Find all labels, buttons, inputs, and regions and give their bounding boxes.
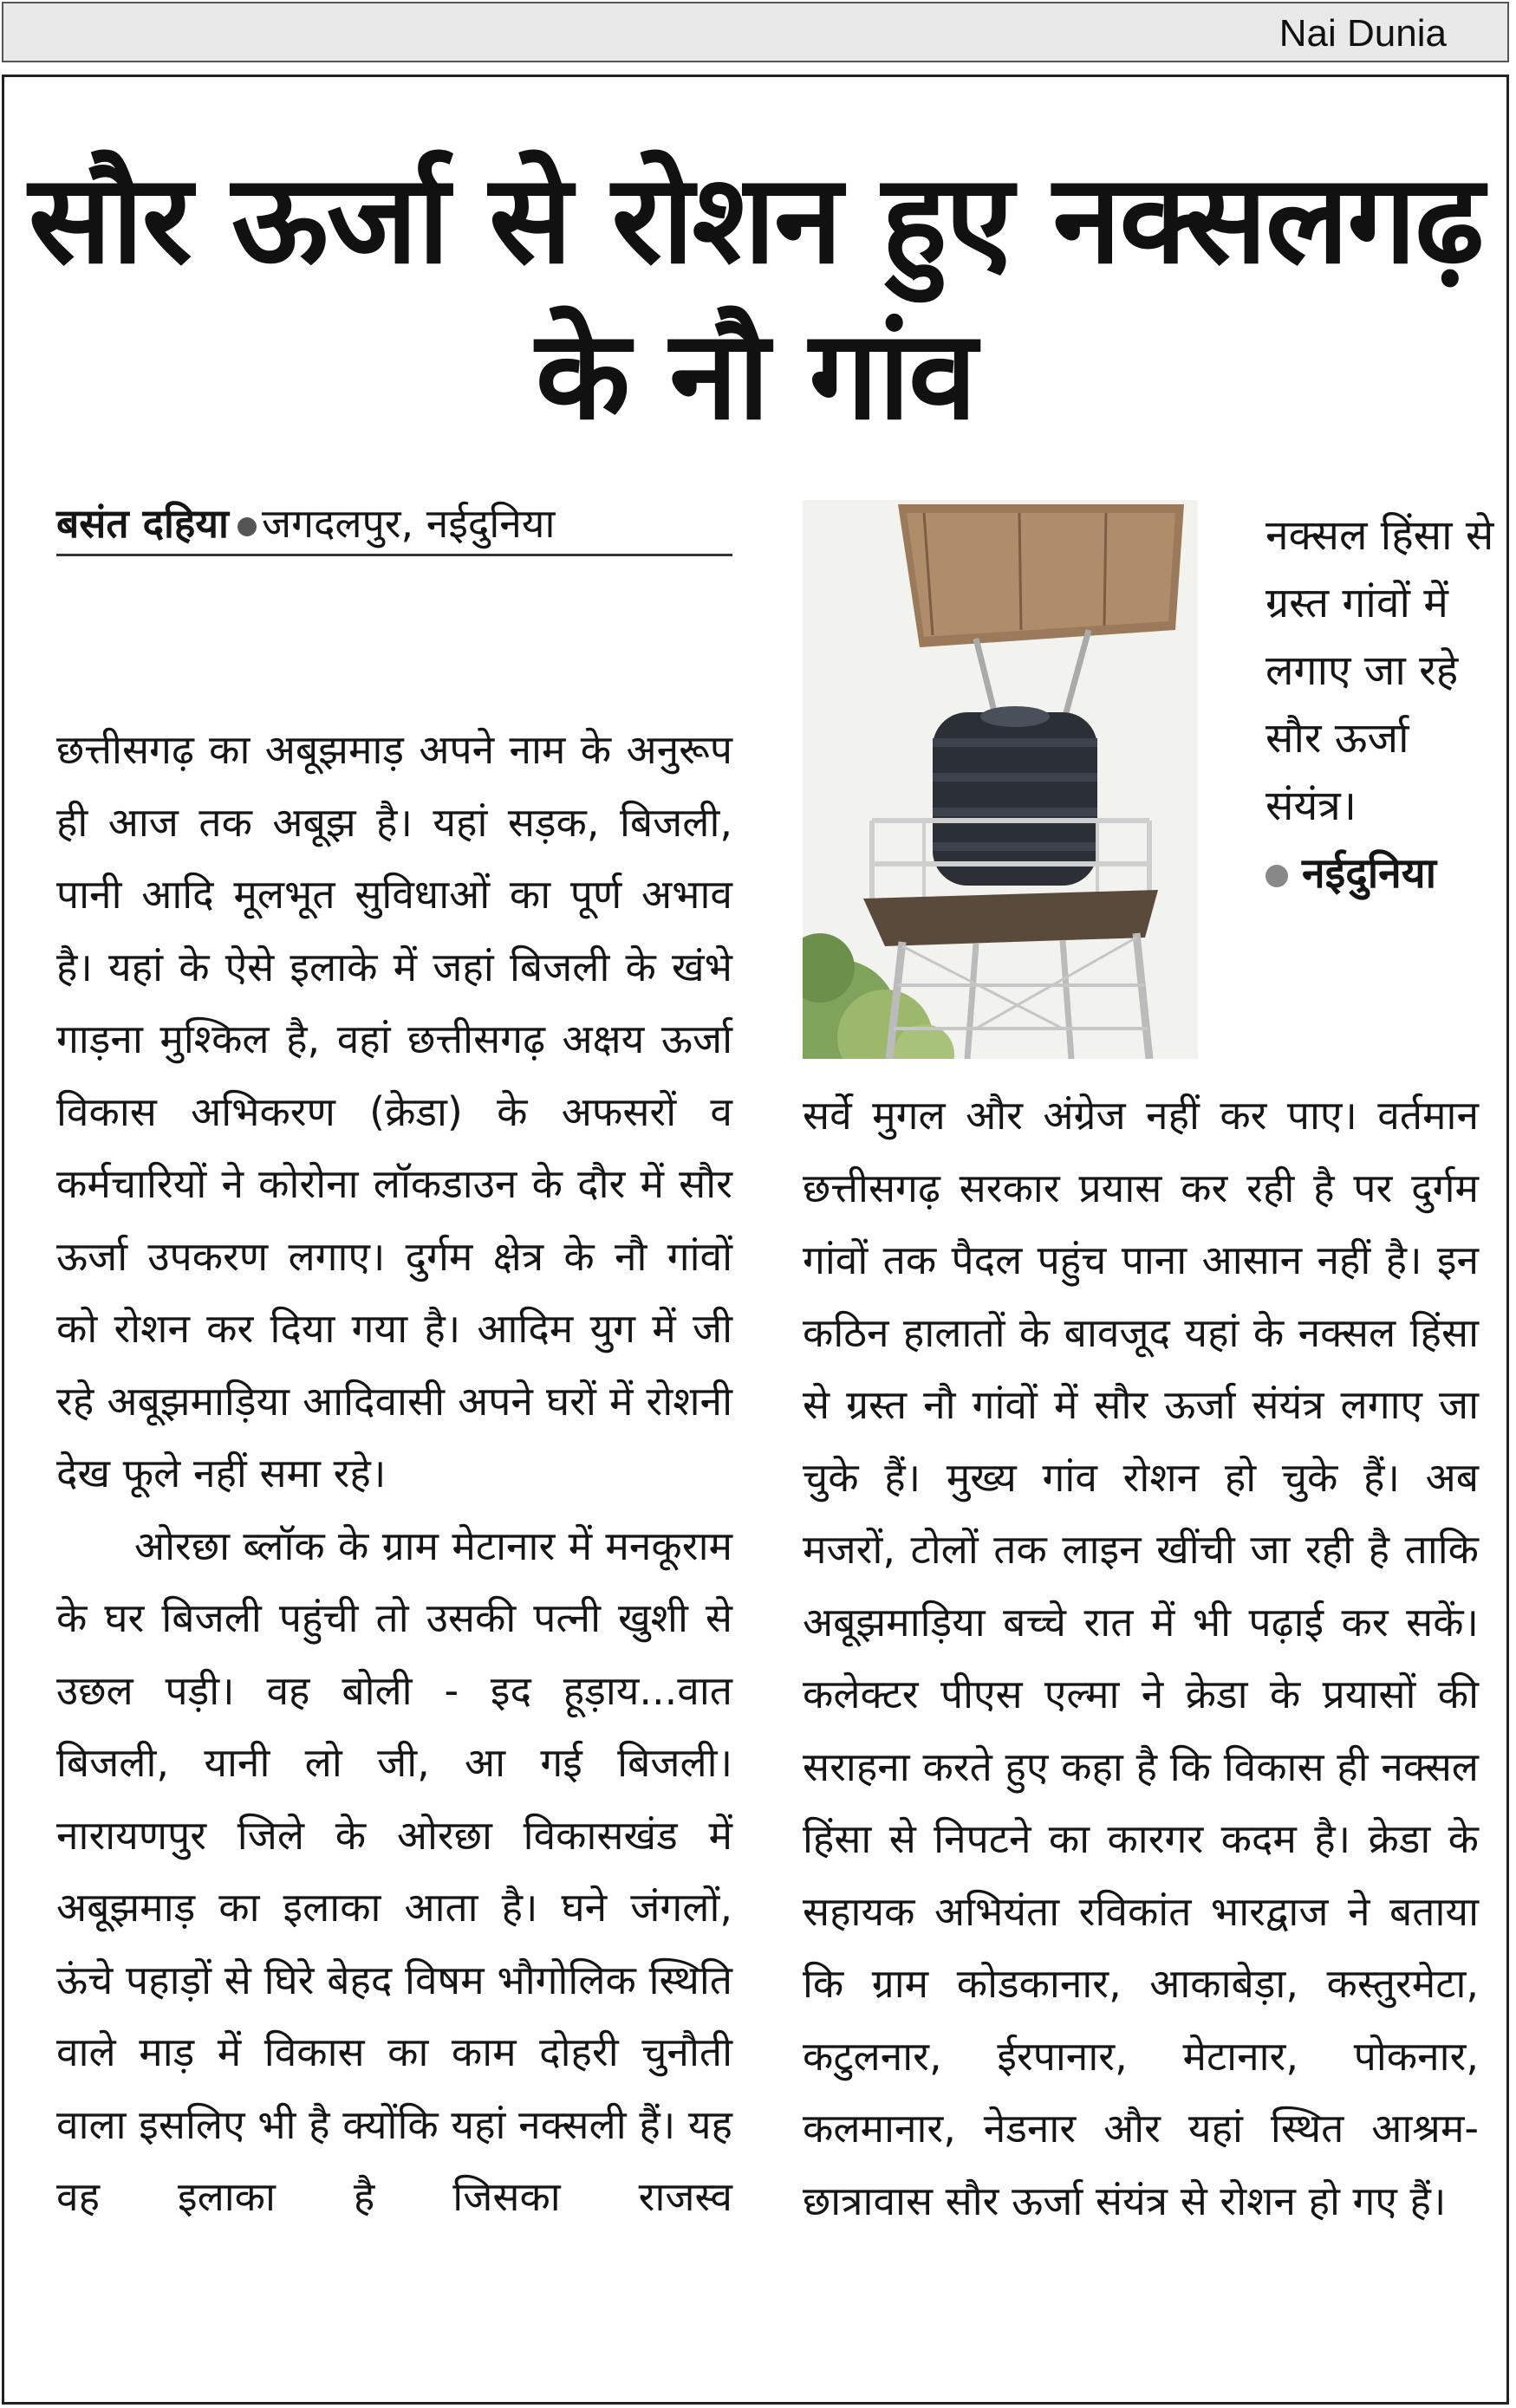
solar-tower-photo [803,500,1198,1059]
photo-credit-dot [1266,865,1288,887]
article-paragraph: सर्वे मुगल और अंग्रेज नहीं कर पाए। वर्तमान छत्तीसगढ़ सरकार प्रयास कर रही है पर दुर्गम गांवों तक पैदल पहुंच पाना आसान नहीं है। इन कठिन हालातों के बावजूद यहां के नक्सल हिंसा से ग्रस्त नौ गांवों में सौर ऊर्जा संयंत्र लगाए जा चुके हैं। मुख्य गांव रोशन हो चुके हैं। अब मजरों, टोलों तक लाइन खींची जा रही है ताकि अबूझमाड़िया बच्चे रात में भी पढ़ाई कर सकें। कलेक्टर पीएस एल्मा ने क्रेडा के प्रयासों की सराहना करते हुए कहा है कि विकास ही नक्सल हिंसा से निपटने का कारगर कदम है। क्रेडा के सहायक अभियंता रविकांत भारद्वाज ने बताया कि ग्राम कोडकानार, आकाबेड़ा, कस्तुरमेटा, कटुलनार, ईरपानार, मेटानार, पोकनार, कलमानार, नेडनार और यहां स्थित आश्रम-छात्रावास सौर ऊर्जा संयंत्र से रोशन हो गए हैं। [803,1092,1479,2224]
clipping-frame [2,75,1509,2405]
source-label: Nai Dunia [1279,12,1447,55]
photo-caption-text: नक्सल हिंसा से ग्रस्त गांवों में लगाए जा रहे सौर ऊर्जा संयंत्र। [1266,511,1494,830]
article-column-2 [803,1080,1479,2237]
photo-credit-label: नईदुनिया [1302,849,1437,898]
byline-dot [237,517,257,536]
article-column-1 [56,714,732,2234]
byline [56,493,732,556]
photo-caption [1266,502,1500,907]
byline-location: जगदलपुर, नईदुनिया [261,500,556,547]
article-paragraph: ओरछा ब्लॉक के ग्राम मेटानार में मनकूराम के घर बिजली पहुंची तो उसकी पत्नी खुशी से उछल पड़ी। वह बोली - इद हूड़ाय...वात बिजली, यानी लो जी, आ गई बिजली। नारायणपुर जिले के ओरछा विकासखंड में अबूझमाड़ का इलाका आता है। घने जंगलों, ऊंचे पहाड़ों से घिरे बेहद विषम भौगोलिक स्थिति वाले माड़ में विकास का काम दोहरी चुनौती वाला इसलिए भी है क्योंकि यहां नक्सली हैं। यह वह इलाका है जिसका राजस्व [56,1522,732,2220]
byline-author: बसंत दहिया [56,500,229,547]
article-paragraph: छत्तीसगढ़ का अबूझमाड़ अपने नाम के अनुरूप ही आज तक अबूझ है। यहां सड़क, बिजली, पानी आदि मूलभूत सुविधाओं का पूर्ण अभाव है। यहां के ऐसे इलाके में जहां बिजली के खंभे गाड़ना मुश्किल है, वहां छत्तीसगढ़ अक्षय ऊर्जा विकास अभिकरण (क्रेडा) के अफसरों व कर्मचारियों ने कोरोना लॉकडाउन के दौर में सौर ऊर्जा उपकरण लगाए। दुर्गम क्षेत्र के नौ गांवों को रोशन कर दिया गया है। आदिम युग में जी रहे अबूझमाड़िया आदिवासी अपने घरों में रोशनी देख फूले नहीं समा रहे। [56,726,732,1496]
source-bar [2,2,1509,62]
headline: सौर ऊर्जा से रोशन हुए नक्सलगढ़ के नौ गांव [28,148,1483,447]
photo-credit [1266,840,1500,907]
